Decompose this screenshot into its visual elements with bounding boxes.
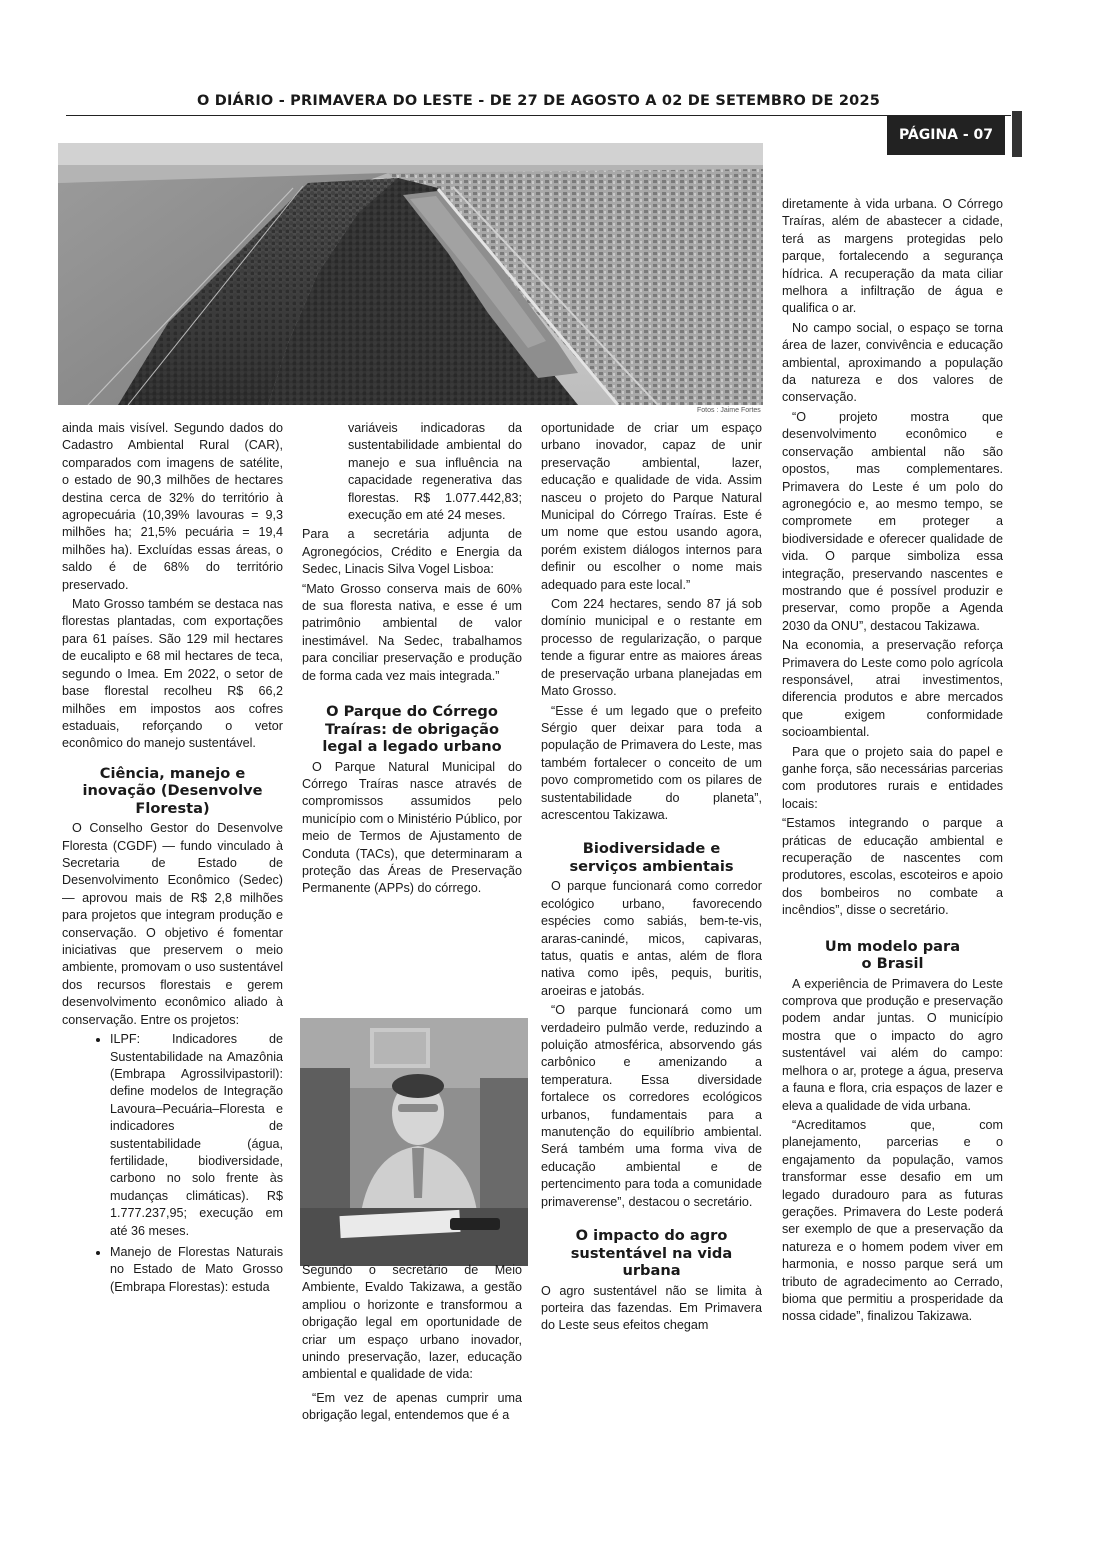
col3-paragraph-6: O agro sustentável não se limita à porteira das fazendas. Em Primavera do Leste seus efeitos chegam xyxy=(541,1283,762,1333)
col2-quote-1: “Mato Grosso conserva mais de 60% de sua floresta nativa, e esse é um patrimônio ambiental de valor inestimável. Na Sedec, trabalhamos para conciliar preservação e produção de forma cada vez mais integrada.” xyxy=(302,581,522,683)
list-item: • Manejo de Florestas Naturais no Estado de Mato Grosso (Embrapa Florestas): estuda xyxy=(110,1244,283,1296)
col3-paragraph-3: “Esse é um legado que o prefeito Sérgio quer deixar para toda a população de Primavera do Leste, mas também fortalecer o conceito de um povo comprometido com os pilares de sustentabilidade do planeta”, acrescentou Takizawa. xyxy=(541,703,762,822)
aerial-park-photo xyxy=(58,143,763,405)
col4-quote-3: “Acreditamos que, com planejamento, parcerias e o engajamento da população, vamos transformar esse desafio em um legado duradouro para as futuras gerações. Primavera do Leste poderá ser exemplo de que a preservação da natureza e o homem podem viver em harmonia, e nosso parque será um tributo de agradecimento ao Cerrado, bioma que permitiu a prosperidade da nossa cidade”, finalizou Takizawa. xyxy=(782,1117,1003,1324)
newspaper-header: O DIÁRIO - PRIMAVERA DO LESTE - DE 27 DE AGOSTO A 02 DE SETEMBRO DE 2025 xyxy=(196,93,881,109)
column-3 xyxy=(541,420,762,1337)
section-heading-parque: O Parque do Córrego Traíras: de obrigação legal a legado urbano xyxy=(322,703,502,756)
col3-paragraph-5: “O parque funcionará como um verdadeiro pulmão verde, reduzindo a poluição atmosférica, absorvendo gás carbônico e amenizando a temperatura. Essa diversidade fortalece os corredores ecológicos urbanos, fundamentais para a manutenção do equilíbrio ambiental. Será também uma forma viva de educação ambiental e de pertencimento para toda a comunidade primaverense”, destacou o secretário. xyxy=(541,1003,762,1209)
page-edge-bar xyxy=(1012,111,1022,157)
col4-paragraph-4: Na economia, a preservação reforça Primavera do Leste como polo agrícola responsável, atrai investimentos, diferencia produtos e abre mercados que exigem conformidade socioambiental. xyxy=(782,638,1003,740)
section-heading-impacto: O impacto do agro sustentável na vida urbana xyxy=(570,1227,733,1280)
section-heading-biodiversidade: Biodiversidade e serviços ambientais xyxy=(569,840,734,875)
col4-paragraph-7: A experiência de Primavera do Leste comprova que produção e preservação podem andar juntas. O município mostra que o impacto do agro sustentável vai além do campo: melhora o ar, protege a água, preserva a fauna e flora, cria espaços de lazer e eleva a qualidade de vida urbana. xyxy=(782,976,1003,1113)
portrait-caption: Segundo o secretário de Meio Ambiente, Evaldo Takizawa, a gestão ampliou o horizonte e transformou a obrigação legal em oportunidade de criar um espaço urbano inovador, unindo preservação, lazer, educação ambiental e qualidade de vida: xyxy=(302,1263,522,1382)
column-2 xyxy=(302,420,522,900)
column-2-lower xyxy=(302,1262,522,1427)
col4-paragraph-2: No campo social, o espaço se torna área de lazer, convivência e educação ambiental, aproximando a população da natureza e dos valores de conservação. xyxy=(782,320,1003,405)
photo-credit: Fotos : Jaime Fortes xyxy=(697,407,761,414)
col1-paragraph-1: ainda mais visível. Segundo dados do Cadastro Ambiental Rural (CAR), comparados com imagens de satélite, o estado de 90,3 milhões de hectares destina cerca de 32% do território à agropecuária (10,39% lavouras = 9,3 milhões ha; 21,5% pecuária = 19,4 milhões ha). Excluídas essas áreas, o saldo é de 68% do território preservado. xyxy=(62,421,283,592)
section-heading-ciencia: Ciência, manejo e inovação (Desenvolve Floresta) xyxy=(82,764,263,817)
col3-paragraph-2: Com 224 hectares, sendo 87 já sob domínio municipal e o restante em processo de regularização, o parque tende a figurar entre as maiores áreas de preservação urbana planejadas em Mato Grosso. xyxy=(541,597,762,699)
col2-paragraph-4: O Parque Natural Municipal do Córrego Traíras nasce através de compromissos assumidos pelo município com o Ministério Público, por meio de Termos de Ajustamento de Conduta (TACs), que determinaram a proteção das Áreas de Preservação Permanente (APPs) do córrego. xyxy=(302,759,522,896)
column-1 xyxy=(62,420,283,1300)
col2-paragraph-5: “Em vez de apenas cumprir uma obrigação legal, entendemos que é a xyxy=(302,1390,522,1423)
col1-paragraph-2: Mato Grosso também se destaca nas florestas plantadas, com exportações para 61 países. São 129 mil hectares de eucalipto e 68 mil hectares de teca, segundo o Imea. Em 2022, o setor de base florestal recolheu R$ 66,2 milhões em impostos aos cofres estaduais, reforçando o vetor econômico do manejo sustentável. xyxy=(62,597,283,751)
secretary-portrait-photo xyxy=(300,1018,528,1266)
col3-paragraph-1: oportunidade de criar um espaço urbano inovador, capaz de unir preservação ambiental, lazer, educação e qualidade de vida. Assim nasceu o projeto do Parque Natural Municipal do Córrego Traíras. Este é um nome que estou usando agora, porém existem diálogos internos para definir ou escolher o nome mais adequado para este local.” xyxy=(541,421,762,592)
projects-list xyxy=(62,1031,283,1296)
section-heading-modelo: Um modelo para o Brasil xyxy=(824,937,961,973)
column-4 xyxy=(782,196,1003,1328)
header-rule xyxy=(66,115,1011,116)
col2-paragraph-1: variáveis indicadoras da sustentabilidade ambiental do manejo e sua influência na capacidade regenerativa das florestas. R$ 1.077.442,83; execução em até 24 meses. xyxy=(348,421,522,523)
col2-paragraph-2: Para a secretária adjunta de Agronegócios, Crédito e Energia da Sedec, Linacis Silva Vogel Lisboa: xyxy=(302,527,522,577)
col1-paragraph-3: O Conselho Gestor do Desenvolve Floresta (CGDF) — fundo vinculado à Secretaria de Estado de Desenvolvimento Econômico (Sedec) — aprovou mais de R$ 2,8 milhões para projetos que integram produção e conservação. O objetivo é fomentar iniciativas que preservem o meio ambiente, promovam o uso sustentável dos recursos florestais e gerem desenvolvimento econômico aliado à conservação. Entre os projetos: xyxy=(62,821,283,1027)
col4-paragraph-5: Para que o projeto saia do papel e ganhe força, são necessárias parcerias com produtores rurais e entidades locais: xyxy=(782,744,1003,811)
col4-quote-2: “Estamos integrando o parque a práticas de educação ambiental e recuperação de nascentes com produtores, escolas, escoteiros e apoio dos bombeiros no combate a incêndios”, disse o secretário. xyxy=(782,816,1003,918)
list-item: • ILPF: Indicadores de Sustentabilidade na Amazônia (Embrapa Agrossilvipastoril): define modelos de Integração Lavoura–Pecuária–Floresta e indicadores de sustentabilidade (água, fertilidade, biodiversidade, carbono no solo frente às mudanças climáticas). R$ 1.777.237,95; execução em até 36 meses. xyxy=(110,1031,283,1240)
col4-paragraph-1: diretamente à vida urbana. O Córrego Traíras, além de abastecer a cidade, terá as margens protegidas pelo parque, fortalecendo a segurança hídrica. A recuperação da mata ciliar melhora a infiltração de água e qualifica o ar. xyxy=(782,197,1003,316)
col3-paragraph-4: O parque funcionará como corredor ecológico urbano, favorecendo espécies como sabiás, bem-te-vis, araras-canindé, micos, capivaras, tatus, quatis e antas, além de flora nativa como ipês, pequis, buritis, aroeiras e jatobás. xyxy=(541,879,762,998)
page-number-badge: PÁGINA - 07 xyxy=(887,115,1005,155)
col4-quote-1: “O projeto mostra que desenvolvimento econômico e conservação ambiental não são opostos, mas complementares. Primavera do Leste é um polo do agronegócio e, ao mesmo tempo, se compromete em proteger a biodiversidade e oferecer qualidade de vida. O parque simboliza essa integração, preservando nascentes e mostrando que é possível produzir e preservar, como propõe a Agenda 2030 da ONU”, destacou Takizawa. xyxy=(782,409,1003,633)
